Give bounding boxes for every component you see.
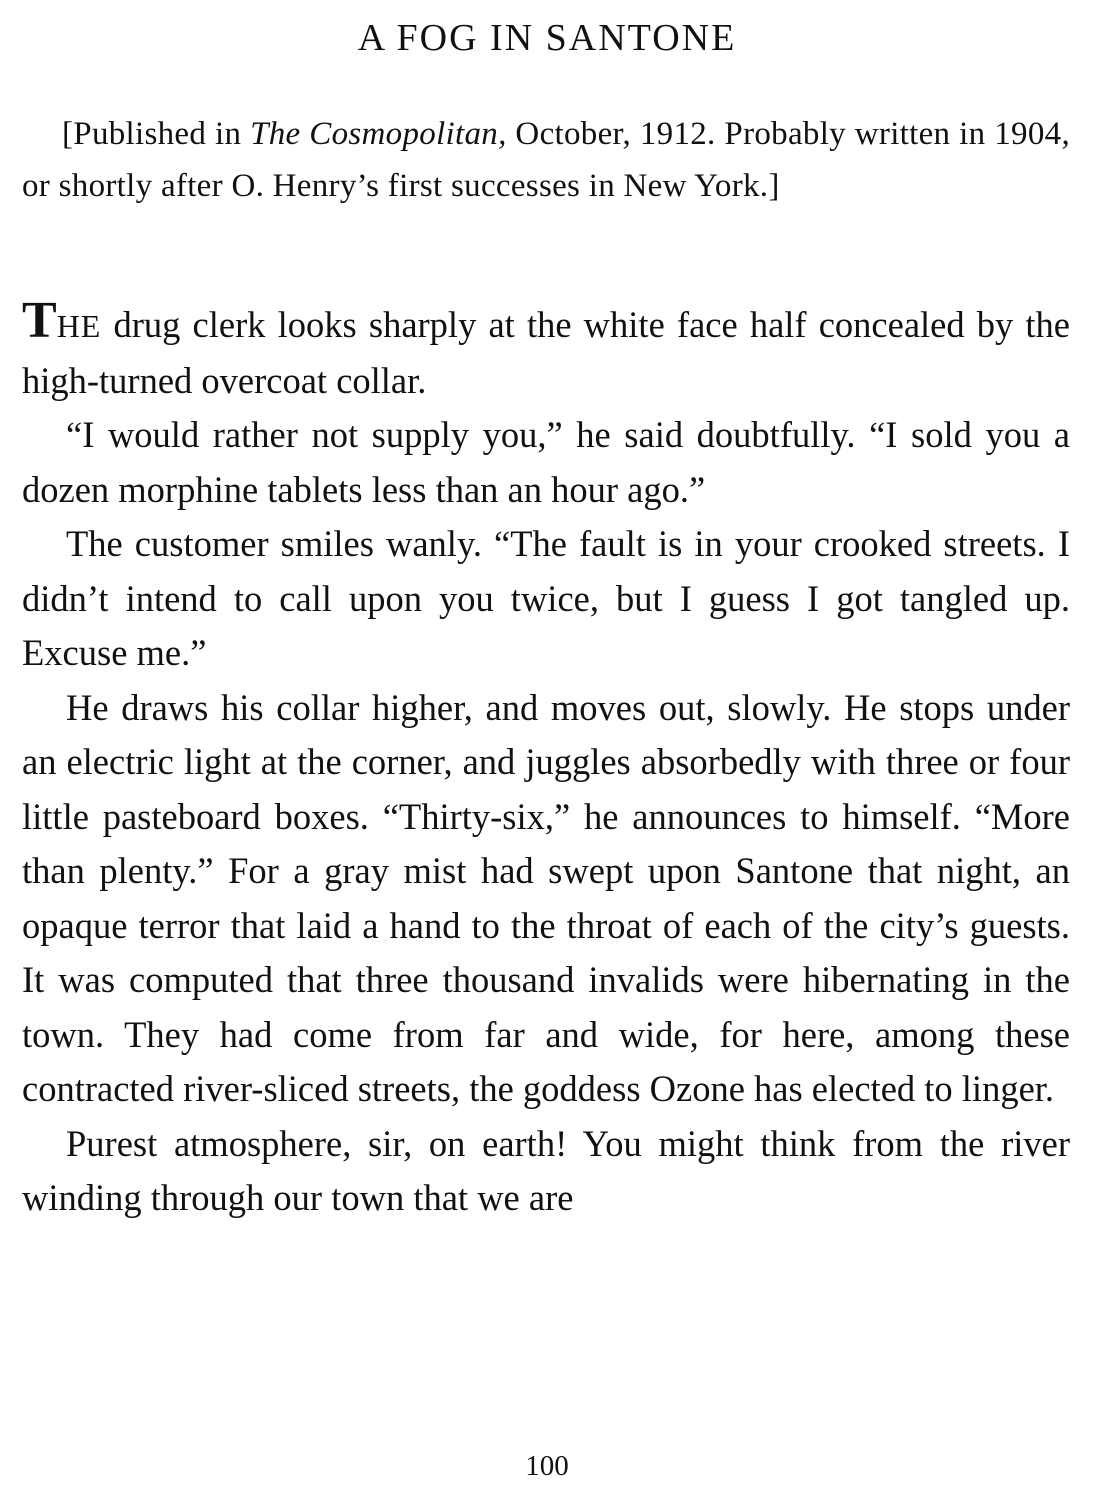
story-body <box>22 292 1070 1226</box>
note-open: [Published in <box>62 116 251 152</box>
paragraph-4: He draws his collar higher, and moves out, slowly. He stops under an electric light at the corner, and juggles absorbedly with three or four little pasteboard boxes. “Thirty-six,” he announces to himself. “More than plenty.” For a gray mist had swept upon Santone that night, an opaque terror that laid a hand to the throat of each of the city’s guests. It was computed that three thousand invalids were hibernating in the town. They had come from far and wide, for here, among these contracted river-sliced streets, the goddess Ozone has elected to linger. <box>22 686 1070 1109</box>
paragraph-5: Purest atmosphere, sir, on earth! You might think from the river winding through our town that we are <box>22 1122 1070 1218</box>
book-page <box>22 0 1072 1496</box>
paragraph-2: “I would rather not supply you,” he said doubtfully. “I sold you a dozen morphine tablets less than an hour ago.” <box>22 414 1070 510</box>
note-rest: October, 1912. Probably written in 1904, or shortly after O. Henry’s first successes in New York.] <box>22 116 1070 204</box>
chapter-title: A FOG IN SANTONE <box>357 17 737 59</box>
paragraph-1 <box>22 292 1070 408</box>
publication-note <box>22 108 1070 212</box>
opening-small-caps: HE <box>56 308 102 344</box>
magazine-name: The Cosmopolitan, <box>250 116 507 152</box>
paragraph-1-text: drug clerk looks sharply at the white face half concealed by the high-turned overcoat collar. <box>22 304 1070 401</box>
drop-cap: T <box>22 292 57 349</box>
page-number: 100 <box>525 1450 569 1482</box>
paragraph-3: The customer smiles wanly. “The fault is in your crooked streets. I didn’t intend to call upon you twice, but I guess I got tangled up. Excuse me.” <box>22 523 1070 673</box>
